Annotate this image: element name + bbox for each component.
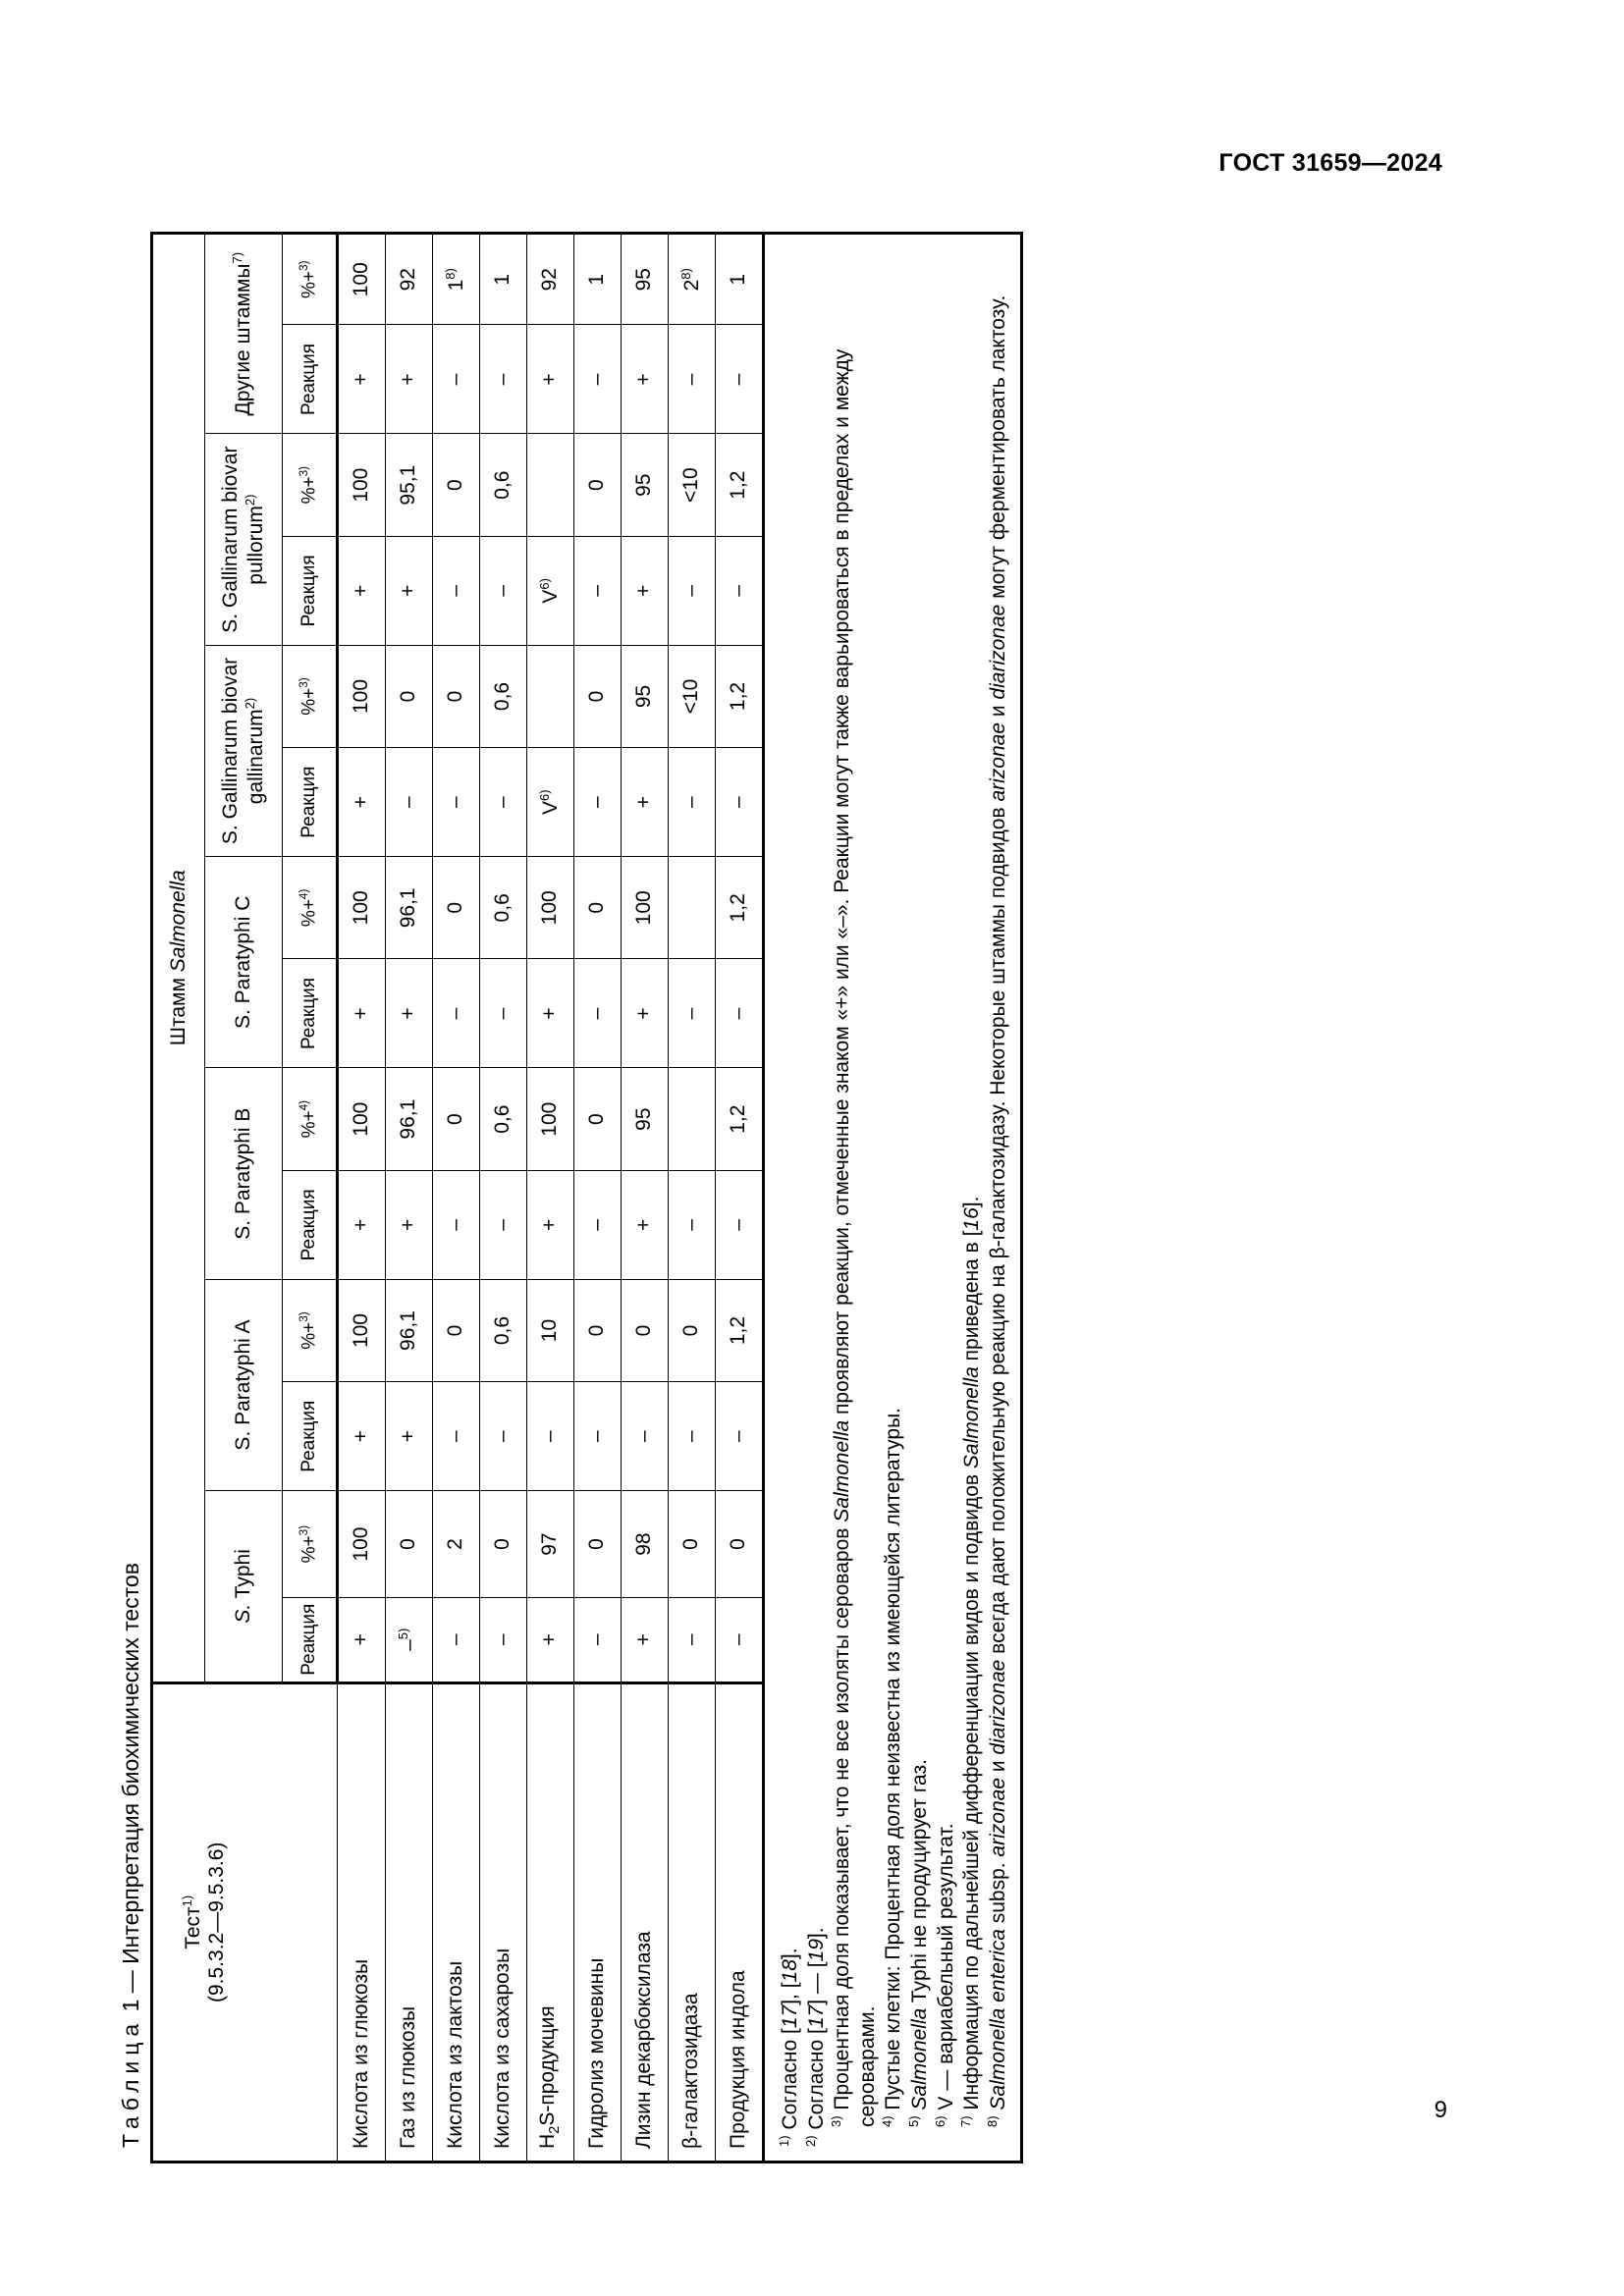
percent-cell <box>669 1068 716 1170</box>
percent-cell: 96,1 <box>386 857 433 959</box>
reaction-cell: + <box>622 959 669 1068</box>
percent-cell: 92 <box>527 234 574 325</box>
percent-cell: 0 <box>574 1491 622 1598</box>
reaction-cell: – <box>480 1170 527 1279</box>
reaction-cell: + <box>622 1170 669 1279</box>
reaction-cell: – <box>480 325 527 434</box>
biochemical-tests-table <box>150 232 1023 2163</box>
reaction-cell: + <box>622 325 669 434</box>
table-row <box>338 234 386 2163</box>
reaction-cell: $V^{6)}$ <box>527 536 574 645</box>
percent-cell: 100 <box>338 234 386 325</box>
percent-cell: 0 <box>386 1491 433 1598</box>
caption-number: 1 <box>118 1999 143 2012</box>
reaction-subheader: Реакция <box>283 325 338 434</box>
rotated-table-block <box>111 232 1100 2163</box>
reaction-cell: + <box>338 959 386 1068</box>
reaction-cell: + <box>527 1597 574 1682</box>
reaction-cell: – <box>716 959 764 1068</box>
percent-cell: 1,2 <box>716 645 764 747</box>
table-row <box>527 234 574 2163</box>
reaction-cell: + <box>622 1597 669 1682</box>
reaction-cell: + <box>338 536 386 645</box>
reaction-cell: – <box>669 1382 716 1491</box>
percent-cell: 100 <box>338 1279 386 1381</box>
test-name-cell: Продукция индола <box>716 1682 764 2162</box>
test-name-cell: Кислота из лактозы <box>433 1682 480 2162</box>
footnote: $^{2)}$ Согласно [17] — [19]. <box>802 1927 828 2147</box>
percent-cell: 1 <box>480 234 527 325</box>
footnote: $^{6)}$ V — вариабельный результат. <box>932 1823 957 2127</box>
percent-cell: 100 <box>527 1068 574 1170</box>
percent-cell: 0 <box>622 1279 669 1381</box>
strain-header: Штамм Salmonella <box>152 234 205 1683</box>
percent-cell: 1 <box>716 234 764 325</box>
reaction-cell: – <box>716 325 764 434</box>
table-row <box>386 234 433 2163</box>
reaction-cell: – <box>574 325 622 434</box>
percent-cell: 0 <box>574 645 622 747</box>
caption-label: Таблица <box>118 2017 143 2148</box>
percent-cell: 95 <box>622 234 669 325</box>
percent-positive-subheader: %+$^{4)}$ <box>283 1068 338 1170</box>
reaction-cell: – <box>433 536 480 645</box>
reaction-cell: – <box>433 1382 480 1491</box>
table-row <box>622 234 669 2163</box>
reaction-cell: + <box>338 1382 386 1491</box>
percent-cell: 0,6 <box>480 1279 527 1381</box>
percent-cell: 0,6 <box>480 645 527 747</box>
percent-cell: 0 <box>716 1491 764 1598</box>
table-row <box>433 234 480 2163</box>
reaction-cell: – <box>669 1597 716 1682</box>
percent-cell: 0,6 <box>480 434 527 536</box>
reaction-cell: – <box>433 959 480 1068</box>
percent-cell: 100 <box>527 857 574 959</box>
reaction-cell: – <box>716 536 764 645</box>
reaction-cell: + <box>527 1170 574 1279</box>
percent-cell: 0 <box>433 1068 480 1170</box>
strain-group-header: S. Paratyphi B <box>205 1068 283 1279</box>
strain-group-header: S. Gallinarum biovar gallinarum$^{2)}$ <box>205 645 283 856</box>
footnote: $^{3)}$ Процентная доля показывает, что не все изоляты сероваров Salmonella проявляют реакции, отмеченные знаком «+» или «–». Реакции могут также варьироваться в пределах и между сероварами. <box>829 348 879 2127</box>
reaction-cell: – <box>574 536 622 645</box>
table-footnotes <box>764 234 1022 2163</box>
reaction-cell: – <box>433 325 480 434</box>
percent-cell: 1 <box>574 234 622 325</box>
reaction-cell: – <box>669 959 716 1068</box>
reaction-cell: + <box>338 1170 386 1279</box>
percent-cell: 92 <box>386 234 433 325</box>
percent-cell: 0 <box>433 1279 480 1381</box>
percent-positive-subheader: %+$^{3)}$ <box>283 645 338 747</box>
percent-cell: 0 <box>480 1491 527 1598</box>
table-caption <box>111 232 150 2148</box>
percent-cell: 98 <box>622 1491 669 1598</box>
percent-cell: 95,1 <box>386 434 433 536</box>
percent-cell: 1$^{8)}$ <box>433 234 480 325</box>
test-name-cell: Кислота из глюкозы <box>338 1682 386 2162</box>
footnote: $^{8)}$ Salmonella enterica subsp. arizonae и diarizonae всегда дают положительную реакцию на β-галактозидазу. Некоторые штаммы подвидов arizonae и diarizonae могут ферментировать лактозу. <box>984 294 1009 2127</box>
reaction-cell: + <box>338 1597 386 1682</box>
percent-positive-subheader: %+$^{3)}$ <box>283 434 338 536</box>
percent-cell: 96,1 <box>386 1279 433 1381</box>
reaction-cell: – <box>716 1170 764 1279</box>
reaction-cell: + <box>386 325 433 434</box>
test-name-cell: Лизин декарбоксилаза <box>622 1682 669 2162</box>
reaction-cell: – <box>480 748 527 857</box>
percent-cell: 0,6 <box>480 1068 527 1170</box>
reaction-cell: $V^{6)}$ <box>527 748 574 857</box>
strain-group-header: S. Gallinarum biovar pullorum$^{2)}$ <box>205 434 283 645</box>
reaction-cell: – <box>480 1597 527 1682</box>
reaction-cell: – <box>716 748 764 857</box>
percent-cell: 0 <box>433 857 480 959</box>
percent-cell: <10 <box>669 645 716 747</box>
percent-cell: 100 <box>622 857 669 959</box>
footnote: $^{7)}$ Информация по дальнейшей дифференциации видов и подвидов Salmonella приведена в [16]. <box>958 1196 984 2127</box>
reaction-cell: + <box>386 1170 433 1279</box>
reaction-cell: + <box>386 536 433 645</box>
footnote: $^{4)}$ Пустые клетки: Процентная доля неизвестна из имеющейся литературы. <box>880 1408 905 2127</box>
percent-cell: 0,6 <box>480 857 527 959</box>
test-name-cell: Гидролиз мочевины <box>574 1682 622 2162</box>
reaction-cell: + <box>527 959 574 1068</box>
percent-cell: 1,2 <box>716 1068 764 1170</box>
percent-cell: 10 <box>527 1279 574 1381</box>
reaction-cell: – <box>716 1382 764 1491</box>
reaction-cell: + <box>338 748 386 857</box>
reaction-cell: – <box>480 1382 527 1491</box>
reaction-subheader: Реакция <box>283 1382 338 1491</box>
reaction-cell: – <box>622 1382 669 1491</box>
percent-cell: 1,2 <box>716 1279 764 1381</box>
reaction-subheader: Реакция <box>283 536 338 645</box>
percent-cell: 95 <box>622 434 669 536</box>
test-name-cell: $H_2S$-продукция <box>527 1682 574 2162</box>
percent-cell: 0 <box>433 645 480 747</box>
reaction-cell: – <box>574 748 622 857</box>
document-header: ГОСТ 31659—2024 <box>1218 149 1442 177</box>
test-name-cell: Кислота из сахарозы <box>480 1682 527 2162</box>
reaction-cell: – <box>574 1382 622 1491</box>
percent-cell: 100 <box>338 645 386 747</box>
percent-positive-subheader: %+$^{3)}$ <box>283 234 338 325</box>
reaction-cell: – <box>386 748 433 857</box>
percent-cell: <10 <box>669 434 716 536</box>
percent-cell: 100 <box>338 857 386 959</box>
reaction-cell: – <box>527 1382 574 1491</box>
percent-positive-subheader: %+$^{4)}$ <box>283 857 338 959</box>
footnotes-row <box>764 234 1022 2163</box>
page-number: 9 <box>1434 2097 1447 2123</box>
percent-cell: 0 <box>433 434 480 536</box>
percent-cell: 0 <box>574 1068 622 1170</box>
percent-cell: 0 <box>574 434 622 536</box>
reaction-cell: – <box>669 536 716 645</box>
strain-group-header: S. Paratyphi C <box>205 857 283 1068</box>
reaction-cell: – <box>574 959 622 1068</box>
reaction-cell: – <box>480 536 527 645</box>
reaction-cell: – <box>433 748 480 857</box>
table-row <box>574 234 622 2163</box>
percent-cell: 100 <box>338 1068 386 1170</box>
strain-group-header: Другие штаммы$^{7)}$ <box>205 234 283 434</box>
strain-group-header: S. Typhi <box>205 1491 283 1682</box>
footnote: $^{1)}$ Согласно [17], [18]. <box>777 1948 801 2147</box>
reaction-cell: – <box>480 959 527 1068</box>
reaction-cell: –$^{5)}$ <box>386 1597 433 1682</box>
reaction-cell: – <box>716 1597 764 1682</box>
percent-cell: 1,2 <box>716 434 764 536</box>
reaction-cell: – <box>433 1170 480 1279</box>
strain-group-header: S. Paratyphi A <box>205 1279 283 1490</box>
percent-cell: 95 <box>622 645 669 747</box>
reaction-cell: – <box>433 1597 480 1682</box>
percent-cell: 95 <box>622 1068 669 1170</box>
table-row <box>669 234 716 2163</box>
percent-cell: 96,1 <box>386 1068 433 1170</box>
percent-cell: 100 <box>338 434 386 536</box>
footnote: $^{5)}$ Salmonella Typhi не продуцирует газ. <box>906 1759 932 2127</box>
percent-positive-subheader: %+$^{3)}$ <box>283 1491 338 1598</box>
percent-cell: 97 <box>527 1491 574 1598</box>
percent-cell: 0 <box>669 1279 716 1381</box>
reaction-cell: + <box>622 536 669 645</box>
percent-cell: 0 <box>386 645 433 747</box>
reaction-cell: – <box>574 1597 622 1682</box>
percent-cell: 0 <box>574 857 622 959</box>
reaction-cell: + <box>622 748 669 857</box>
percent-cell: 0 <box>574 1279 622 1381</box>
percent-cell: 2$^{8)}$ <box>669 234 716 325</box>
reaction-cell: + <box>527 325 574 434</box>
test-name-cell: β-галактозидаза <box>669 1682 716 2162</box>
reaction-cell: – <box>574 1170 622 1279</box>
percent-cell: 2 <box>433 1491 480 1598</box>
reaction-cell: – <box>669 1170 716 1279</box>
percent-cell: 1,2 <box>716 857 764 959</box>
percent-cell <box>669 857 716 959</box>
caption-title: — Интерпретация биохимических тестов <box>118 1563 143 2000</box>
reaction-cell: – <box>669 748 716 857</box>
table-row <box>480 234 527 2163</box>
reaction-subheader: Реакция <box>283 959 338 1068</box>
test-name-cell: Газ из глюкозы <box>386 1682 433 2162</box>
percent-cell: 0 <box>669 1491 716 1598</box>
percent-positive-subheader: %+$^{3)}$ <box>283 1279 338 1381</box>
reaction-cell: + <box>338 325 386 434</box>
table-row <box>716 234 764 2163</box>
reaction-cell: – <box>669 325 716 434</box>
reaction-subheader: Реакция <box>283 1170 338 1279</box>
test-column-header: Тест$^{1)}$ (9.5.3.2—9.5.3.6) <box>152 1682 338 2162</box>
reaction-subheader: Реакция <box>283 1597 338 1682</box>
percent-cell <box>527 434 574 536</box>
percent-cell: 100 <box>338 1491 386 1598</box>
percent-cell <box>527 645 574 747</box>
reaction-cell: + <box>386 1382 433 1491</box>
reaction-cell: + <box>386 959 433 1068</box>
reaction-subheader: Реакция <box>283 748 338 857</box>
